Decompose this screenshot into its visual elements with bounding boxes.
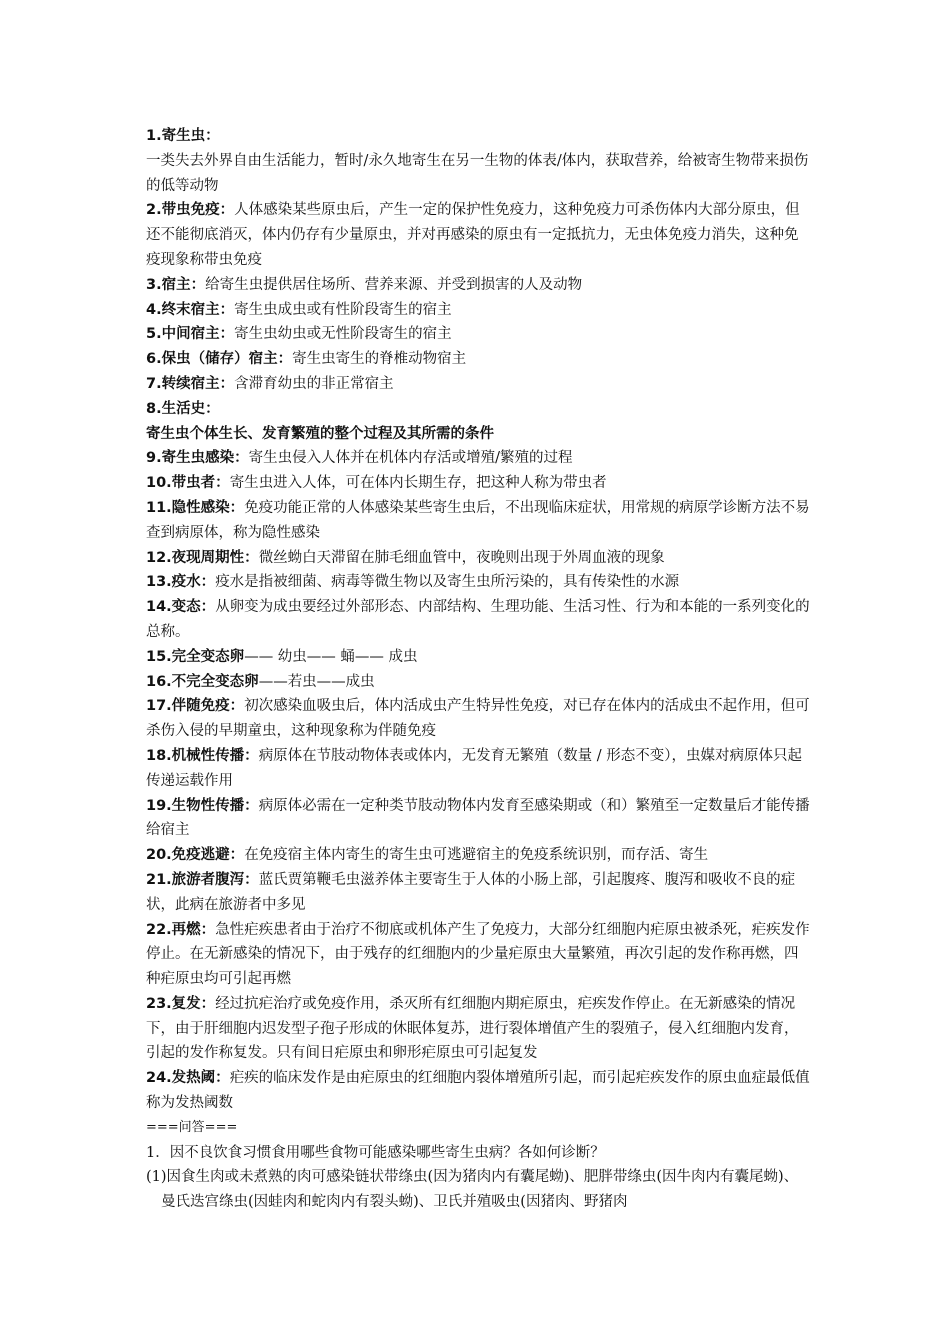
term-definition: 蓝氏贾第鞭毛虫滋养体主要寄生于人体的小肠上部，引起腹疼、腹泻和吸收不良的症状，此病在旅游者中多见 (146, 871, 796, 913)
definition-entry (146, 595, 810, 645)
term-heading: 2.带虫免疫： (146, 202, 235, 219)
definition-entry (146, 496, 810, 546)
definition-entry (146, 298, 810, 323)
term-definition: 免疫功能正常的人体感染某些寄生虫后，不出现临床症状，用常规的病原学诊断方法不易查到病原体，称为隐性感染 (146, 499, 810, 541)
term-heading: 21.旅游者腹泻： (146, 871, 259, 888)
term-definition: 初次感染血吸虫后，体内活成虫产生特异性免疫，对已存在体内的活成虫不起作用，但可杀伤入侵的早期童虫，这种现象称为伴随免疫 (146, 698, 810, 740)
term-definition: 一类失去外界自由生活能力，暂时/永久地寄生在另一生物的体表/体内，获取营养，给被寄生物带来损伤的低等动物 (146, 152, 809, 194)
definition-entry (146, 422, 810, 447)
term-definition: 微丝蚴白天滞留在肺毛细血管中，夜晚则出现于外周血液的现象 (258, 549, 665, 566)
qa-divider: ===问答=== (146, 1119, 238, 1135)
term-definition: 寄生虫幼虫或无性阶段寄生的宿主 (234, 326, 452, 343)
term-heading: 寄生虫个体生长、发育繁殖的整个过程及其所需的条件 (146, 425, 494, 442)
term-definition: 寄生虫侵入人体并在机体内存活或增殖/繁殖的过程 (248, 450, 573, 467)
term-heading: 18.机械性传播： (146, 747, 259, 764)
definition-entry (146, 843, 810, 868)
definition-entry (146, 744, 810, 794)
term-heading: 4.终末宿主： (146, 301, 235, 318)
term-heading: 19.生物性传播： (146, 797, 259, 814)
definition-entry (146, 471, 810, 496)
definition-entry (146, 1066, 810, 1116)
term-definition: ——若虫——成虫 (258, 673, 375, 690)
definition-entry (146, 446, 810, 471)
term-heading: 14.变态： (146, 599, 216, 616)
term-definition: 病原体必需在一定种类节肢动物体内发育至感染期或（和）繁殖至一定数量后才能传播给宿主 (146, 797, 810, 839)
definition-entry (146, 124, 810, 149)
definition-entry (146, 546, 810, 571)
term-definition: 寄生虫成虫或有性阶段寄生的宿主 (234, 301, 452, 318)
definition-entry (146, 794, 810, 844)
term-heading: 3.宿主： (146, 276, 206, 293)
term-definition: 疫水是指被细菌、病毒等微生物以及寄生虫所污染的，具有传染性的水源 (215, 574, 680, 591)
definition-entry (146, 397, 810, 422)
qa-answer: (1)因食生肉或未煮熟的肉可感染链状带绦虫(因为猪肉内有囊尾蚴)、肥胖带绦虫(因牛肉内有囊尾蚴)、曼氏迭宫绦虫(因蛙肉和蛇肉内有裂头蚴)、卫氏并殖吸虫(因猪肉、野猪肉 (146, 1169, 799, 1211)
definition-entry (146, 198, 810, 272)
term-heading: 23.复发： (146, 995, 216, 1012)
term-heading: 16.不完全变态卵 (146, 673, 259, 690)
term-definition: 寄生虫寄生的脊椎动物宿主 (292, 351, 467, 368)
term-definition: 病原体在节肢动物体表或体内，无发育无繁殖（数量 / 形态不变），虫媒对病原体只起传递运载作用 (146, 747, 803, 789)
term-heading: 9.寄生虫感染： (146, 450, 249, 467)
term-definition: 疟疾的临床发作是由疟原虫的红细胞内裂体增殖所引起，而引起疟疾发作的原虫血症最低值称为发热阈数 (146, 1070, 810, 1112)
term-heading: 20.免疫逃避： (146, 847, 245, 864)
term-definition: 给寄生虫提供居住场所、营养来源、并受到损害的人及动物 (205, 276, 583, 293)
definition-entry (146, 992, 810, 1066)
term-heading: 12.夜现周期性： (146, 549, 259, 566)
term-definition: —— 幼虫—— 蛹—— 成虫 (244, 648, 418, 665)
definition-entry (146, 347, 810, 372)
term-heading: 11.隐性感染： (146, 499, 245, 516)
term-heading: 13.疫水： (146, 574, 216, 591)
definition-list (146, 124, 810, 1116)
document-page (146, 124, 810, 1215)
term-heading: 10.带虫者： (146, 475, 230, 492)
definition-entry (146, 645, 810, 670)
definition-entry (146, 273, 810, 298)
term-heading: 7.转续宿主： (146, 375, 235, 392)
term-definition: 寄生虫进入人体，可在体内长期生存，把这种人称为带虫者 (229, 475, 607, 492)
term-definition: 从卵变为成虫要经过外部形态、内部结构、生理功能、生活习性、行为和本能的一系列变化的总称。 (146, 599, 810, 640)
definition-entry (146, 918, 810, 992)
definition-entry (146, 868, 810, 918)
term-definition: 人体感染某些原虫后，产生一定的保护性免疫力，这种免疫力可杀伤体内大部分原虫，但还不能彻底消灭，体内仍存有少量原虫，并对再感染的原虫有一定抵抗力，无虫体免疫力消失，这种免疫现象称带虫免疫 (146, 202, 800, 268)
definition-entry (146, 322, 810, 347)
term-definition: 急性疟疾患者由于治疗不彻底或机体产生了免疫力，大部分红细胞内疟原虫被杀死，疟疾发作停止。在无新感染的情况下，由于残存的红细胞内的少量疟原虫大量繁殖，再次引起的发作称再燃，四种疟原虫均可引起再燃 (146, 921, 810, 988)
term-heading: 22.再燃： (146, 921, 216, 938)
definition-entry (146, 372, 810, 397)
definition-entry (146, 149, 810, 199)
term-heading: 17.伴随免疫： (146, 698, 245, 715)
term-heading: 24.发热阈： (146, 1070, 230, 1087)
qa-question: 1．因不良饮食习惯食用哪些食物可能感染哪些寄生虫病？各如何诊断？ (146, 1144, 605, 1161)
term-definition: 含滞育幼虫的非正常宿主 (234, 375, 394, 392)
term-heading: 6.保虫（储存）宿主： (146, 351, 293, 368)
definition-entry (146, 694, 810, 744)
definition-entry (146, 670, 810, 695)
term-heading: 8.生活史： (146, 400, 220, 417)
term-heading: 5.中间宿主： (146, 326, 235, 343)
definition-entry (146, 570, 810, 595)
term-heading: 1.寄生虫： (146, 128, 220, 144)
term-definition: 在免疫宿主体内寄生的寄生虫可逃避宿主的免疫系统识别，而存活、寄生 (244, 847, 709, 864)
term-heading: 15.完全变态卵 (146, 648, 245, 665)
term-definition: 经过抗疟治疗或免疫作用，杀灭所有红细胞内期疟原虫，疟疾发作停止。在无新感染的情况下，由于肝细胞内迟发型子孢子形成的休眠体复苏，进行裂体增值产生的裂殖子，侵入红细胞内发育，引起的发作称复发。只有间日疟原虫和卵形疟原虫可引起复发 (146, 995, 799, 1062)
